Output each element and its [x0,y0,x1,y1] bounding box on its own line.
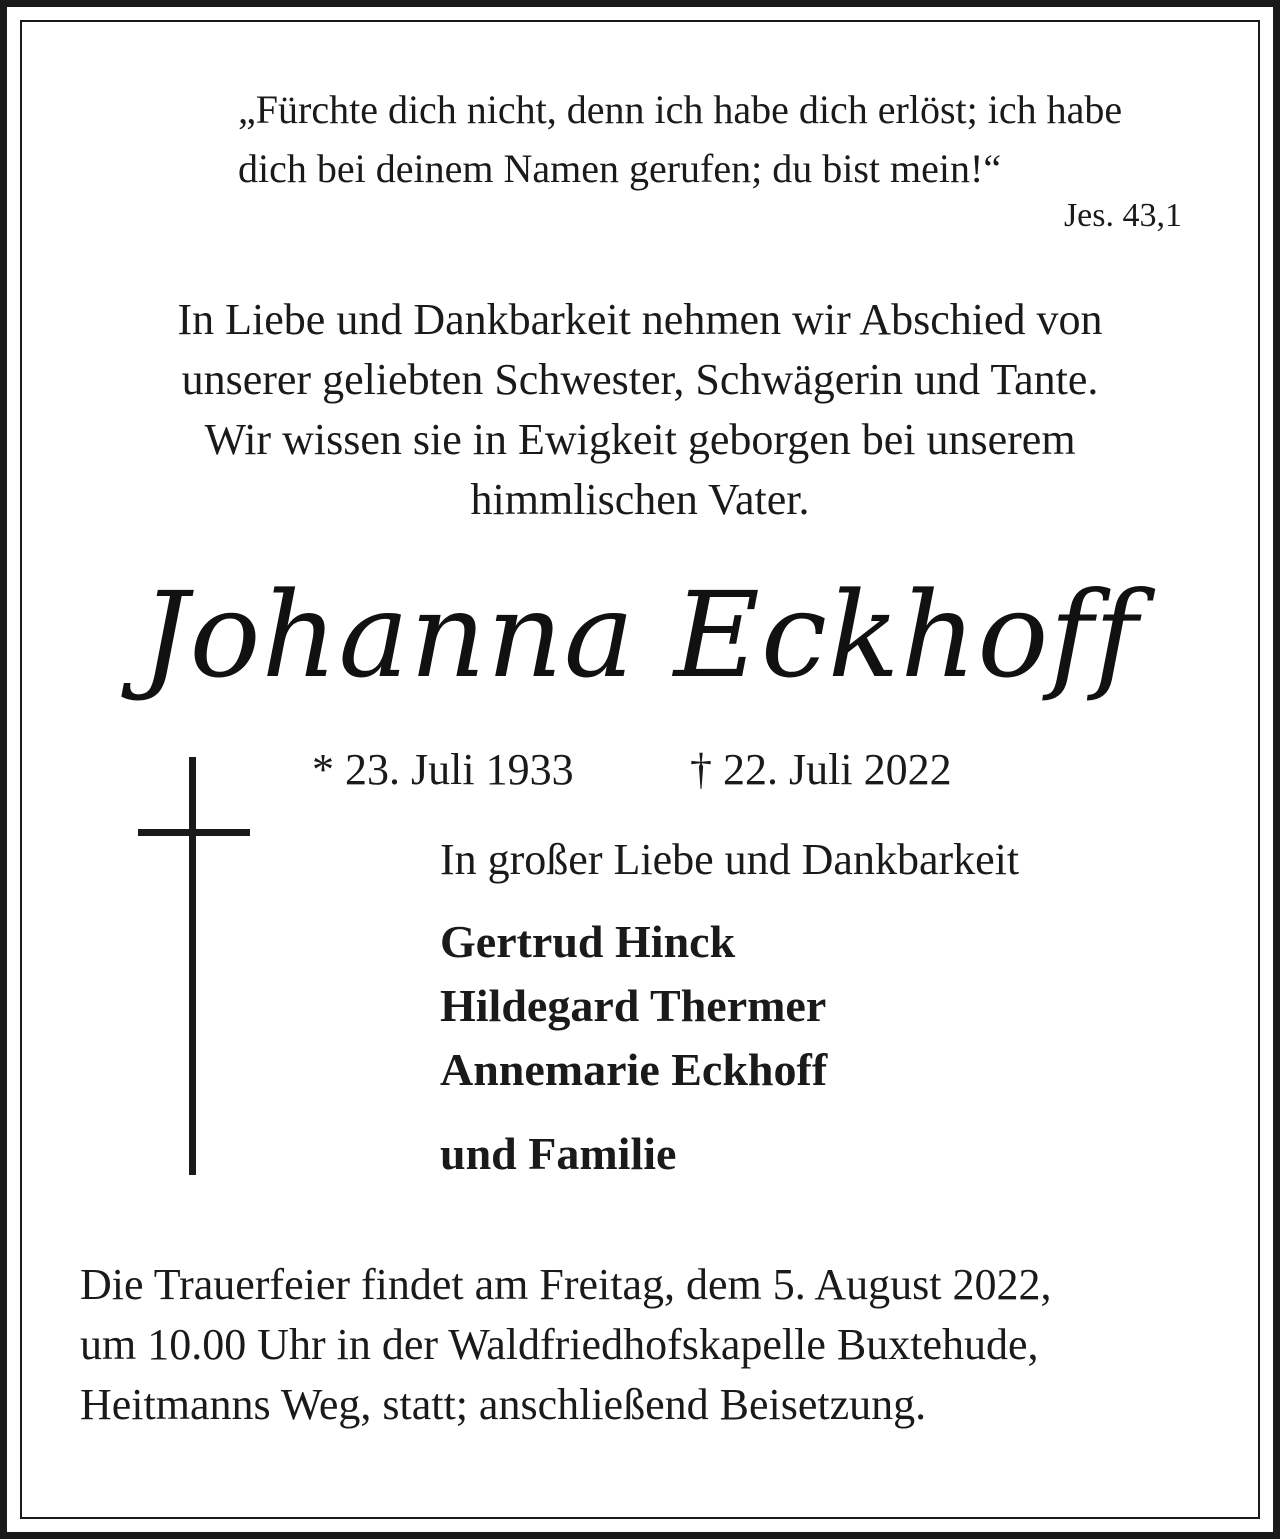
death-date: † 22. Juli 2022 [690,745,952,794]
cross-vertical-bar [189,757,196,1175]
cross-horizontal-bar [138,829,250,836]
verse-line: „Fürchte dich nicht, denn ich habe dich erlöst; ich habe [238,87,1123,132]
service-line: Die Trauerfeier findet am Freitag, dem 5. August 2022, [80,1260,1052,1309]
farewell-line: unserer geliebten Schwester, Schwägerin und Tante. [181,355,1099,404]
verse-reference: Jes. 43,1 [1063,197,1182,234]
farewell-line: In Liebe und Dankbarkeit nehmen wir Abschied von [177,295,1103,344]
birth-date: * 23. Juli 1933 [312,745,574,794]
farewell-line: Wir wissen sie in Ewigkeit geborgen bei unserem [204,415,1076,464]
mourners-intro: In großer Liebe und Dankbarkeit [440,835,1020,884]
mourner-family: und Familie [440,1128,677,1179]
bible-verse [238,80,1122,198]
mourner-name: Annemarie Eckhoff [440,1044,828,1095]
service-line: Heitmanns Weg, statt; anschließend Beisetzung. [80,1380,927,1429]
funeral-service-info [80,1255,1051,1435]
mourner-list [440,910,827,1102]
verse-line: dich bei deinem Namen gerufen; du bist mein!“ [238,146,1002,191]
cross-icon [138,757,250,1175]
service-line: um 10.00 Uhr in der Waldfriedhofskapelle Buxtehude, [80,1320,1039,1369]
farewell-line: himmlischen Vater. [470,475,810,524]
mourner-name: Gertrud Hinck [440,916,736,967]
mourner-name: Hildegard Thermer [440,980,827,1031]
deceased-name: Johanna Eckhoff [141,566,1139,704]
farewell-text [0,290,1280,530]
